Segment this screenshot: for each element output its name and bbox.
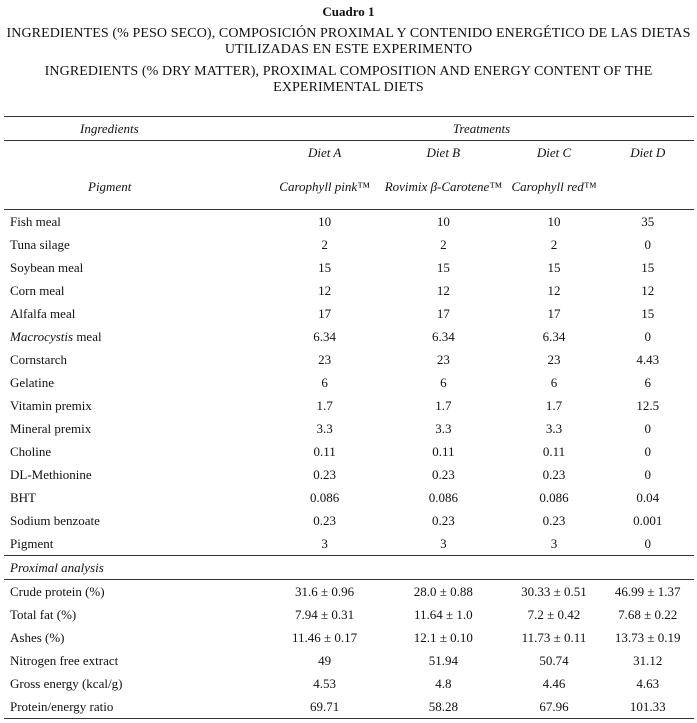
proximal-row [4,672,694,695]
ingredient-value-diet-c: 1.7 [545,397,563,413]
ingredient-row [4,302,694,325]
ingredient-value-diet-c: 10 [547,213,561,229]
ingredient-value-diet-c: 12 [547,282,561,298]
ingredient-row [4,417,694,440]
pigment-diet-c: Carophyll red™ [507,164,602,210]
ingredient-value-diet-a: 0.23 [313,512,336,528]
ingredient-row [4,532,694,556]
ingredient-value-diet-a: 3.3 [316,420,333,436]
header-diet-b: Diet B [380,141,506,165]
ingredient-value-diet-c: 3.3 [545,420,563,436]
proximal-name: Nitrogen free extract [10,652,119,668]
ingredient-value-diet-b: 3 [440,535,447,551]
ingredient-row [4,348,694,371]
proximal-value-diet-c: 4.46 [542,675,566,691]
proximal-row [4,603,694,626]
ingredient-row [4,486,694,509]
ingredient-value-diet-a: 0.23 [313,466,336,482]
ingredient-value-diet-c: 0.23 [542,466,566,482]
header-treatments: Treatments [269,117,694,141]
ingredient-value-diet-d: 4.43 [636,351,660,367]
ingredient-name: Mineral premix [10,420,92,436]
ingredient-value-diet-c: 0.23 [542,512,566,528]
proximal-rows [4,580,694,719]
ingredient-value-diet-d: 0 [644,466,651,482]
table-label: Cuadro 1 [322,4,375,19]
ingredient-value-diet-b: 0.23 [431,466,455,482]
proximal-row [4,695,694,719]
proximal-value-diet-c: 30.33 ± 0.51 [521,583,587,599]
header-ingredients: Ingredients [4,117,269,141]
ingredient-value-diet-a: 3 [321,535,328,551]
ingredient-value-diet-b: 0.11 [432,443,455,459]
header-diet-a: Diet A [269,141,380,165]
ingredient-value-diet-d: 0 [644,236,651,252]
ingredient-value-diet-d: 6 [644,374,651,390]
ingredient-name: Sodium benzoate [10,512,100,528]
diet-table [4,116,694,719]
ingredient-value-diet-a: 12 [318,282,332,298]
proximal-value-diet-b: 58.28 [380,695,506,719]
ingredient-name: Fish meal [10,213,61,229]
ingredient-value-diet-a: 15 [318,259,332,275]
proximal-row [4,580,694,604]
proximal-row [4,626,694,649]
proximal-value-diet-b: 4.8 [435,675,452,691]
proximal-value-diet-a: 69.71 [269,695,380,719]
ingredient-value-diet-c: 6 [550,374,558,390]
ingredient-name: Alfalfa meal [10,305,76,321]
ingredient-value-diet-a: 0.11 [313,443,336,459]
ingredient-value-diet-c: 15 [547,259,561,275]
ingredient-row [4,233,694,256]
header-diet-d: Diet D [601,141,694,165]
title-spanish: INGREDIENTES (% PESO SECO), COMPOSICIÓN PROXIMAL Y CONTENIDO ENERGÉTICO DE LAS DIETAS UTILIZADAS EN ESTE EXPERIMENTO [6,26,691,57]
ingredient-row [4,210,694,234]
ingredient-value-diet-c: 0.11 [542,443,566,459]
ingredient-row [4,440,694,463]
proximal-name: Total fat (%) [10,606,77,622]
ingredient-value-diet-a: 10 [318,213,332,229]
ingredient-value-diet-b: 0.23 [431,512,455,528]
ingredient-value-diet-a: 2 [321,236,328,252]
proximal-name: Ashes (%) [10,629,65,645]
proximal-name: Crude protein (%) [10,583,105,599]
ingredient-value-diet-b: 10 [436,213,450,229]
ingredient-value-diet-b: 0.086 [428,489,458,505]
ingredient-value-diet-d: 0 [644,420,651,436]
ingredient-name: Tuna silage [10,236,70,252]
ingredient-value-diet-b: 1.7 [435,397,452,413]
ingredient-row [4,371,694,394]
ingredient-name: BHT [10,489,36,505]
ingredient-value-diet-d: 0 [644,535,651,551]
ingredient-name-italic: Macrocystis [10,328,74,344]
proximal-value-diet-c: 50.74 [539,652,569,668]
proximal-value-diet-a: 49 [318,652,332,668]
ingredient-name: DL-Methionine [10,466,92,482]
ingredient-value-diet-c: 6.34 [542,328,566,344]
ingredient-row [4,256,694,279]
pigment-diet-b: Rovimix β-Carotene™ [380,164,506,210]
proximal-heading: Proximal analysis [4,556,694,580]
ingredient-row [4,325,694,348]
header-diet-c: Diet C [507,141,602,165]
ingredient-value-diet-c: 3 [550,535,558,551]
proximal-value-diet-d: 4.63 [636,675,660,691]
ingredient-value-diet-d: 15 [641,305,655,321]
ingredient-value-diet-b: 2 [440,236,447,252]
ingredient-value-diet-a: 0.086 [309,489,340,505]
ingredient-value-diet-b: 6.34 [431,328,455,344]
proximal-value-diet-d: 7.68 ± 0.22 [618,606,678,622]
ingredient-name: Gelatine [10,374,55,390]
ingredient-row [4,463,694,486]
ingredient-row [4,279,694,302]
proximal-value-diet-d: 31.12 [633,652,663,668]
ingredient-value-diet-c: 0.086 [539,489,569,505]
title-english: INGREDIENTS (% DRY MATTER), PROXIMAL COMPOSITION AND ENERGY CONTENT OF THE EXPERIMENTAL DIETS [44,64,653,95]
header-pigment: Pigment [4,164,269,210]
proximal-value-diet-b: 28.0 ± 0.88 [413,583,473,599]
ingredient-name [4,325,269,348]
proximal-value-diet-b: 51.94 [428,652,458,668]
ingredient-value-diet-d: 0.04 [636,489,660,505]
proximal-value-diet-a: 7.94 ± 0.31 [295,606,355,622]
ingredient-value-diet-d: 15 [641,259,655,275]
ingredient-value-diet-d: 0 [644,443,651,459]
proximal-name: Gross energy (kcal/g) [10,675,123,691]
ingredient-value-diet-b: 17 [436,305,450,321]
ingredient-row [4,509,694,532]
ingredient-value-diet-b: 6 [440,374,447,390]
ingredient-value-diet-c: 2 [550,236,558,252]
proximal-value-diet-d: 101.33 [601,695,694,719]
ingredient-value-diet-a: 6.34 [313,328,336,344]
ingredient-name: Pigment [10,535,54,551]
ingredient-value-diet-c: 17 [547,305,561,321]
proximal-value-diet-c: 7.2 ± 0.42 [527,606,581,622]
ingredient-name: Choline [10,443,52,459]
ingredient-name: Vitamin premix [10,397,92,413]
ingredient-value-diet-b: 3.3 [435,420,452,436]
proximal-value-diet-b: 11.64 ± 1.0 [414,606,473,622]
proximal-value-diet-d: 13.73 ± 0.19 [614,629,681,645]
ingredient-value-diet-d: 0.001 [633,512,663,528]
proximal-name: Protein/energy ratio [4,695,269,719]
ingredient-rows [4,210,694,556]
ingredient-name: Cornstarch [10,351,68,367]
ingredient-value-diet-b: 23 [436,351,450,367]
ingredient-value-diet-d: 12.5 [636,397,660,413]
ingredient-value-diet-c: 23 [547,351,561,367]
proximal-value-diet-a: 11.46 ± 0.17 [292,629,358,645]
ingredient-value-diet-b: 15 [436,259,450,275]
proximal-value-diet-d: 46.99 ± 1.37 [614,583,681,599]
proximal-row [4,649,694,672]
proximal-value-diet-a: 4.53 [313,675,336,691]
pigment-diet-d [601,164,694,210]
ingredient-name-rest: meal [73,328,102,344]
proximal-value-diet-a: 31.6 ± 0.96 [295,583,355,599]
ingredient-value-diet-d: 35 [641,213,655,229]
pigment-diet-a: Carophyll pink™ [269,164,380,210]
ingredient-value-diet-a: 17 [318,305,332,321]
ingredient-value-diet-b: 12 [436,282,450,298]
ingredient-value-diet-d: 12 [641,282,655,298]
ingredient-name: Soybean meal [10,259,84,275]
ingredient-name: Corn meal [10,282,65,298]
ingredient-value-diet-a: 23 [318,351,332,367]
proximal-value-diet-c: 11.73 ± 0.11 [521,629,587,645]
ingredient-value-diet-d: 0 [644,328,651,344]
proximal-value-diet-b: 12.1 ± 0.10 [413,629,473,645]
ingredient-value-diet-a: 1.7 [316,397,333,413]
ingredient-row [4,394,694,417]
proximal-value-diet-c: 67.96 [507,695,602,719]
ingredient-value-diet-a: 6 [321,374,328,390]
